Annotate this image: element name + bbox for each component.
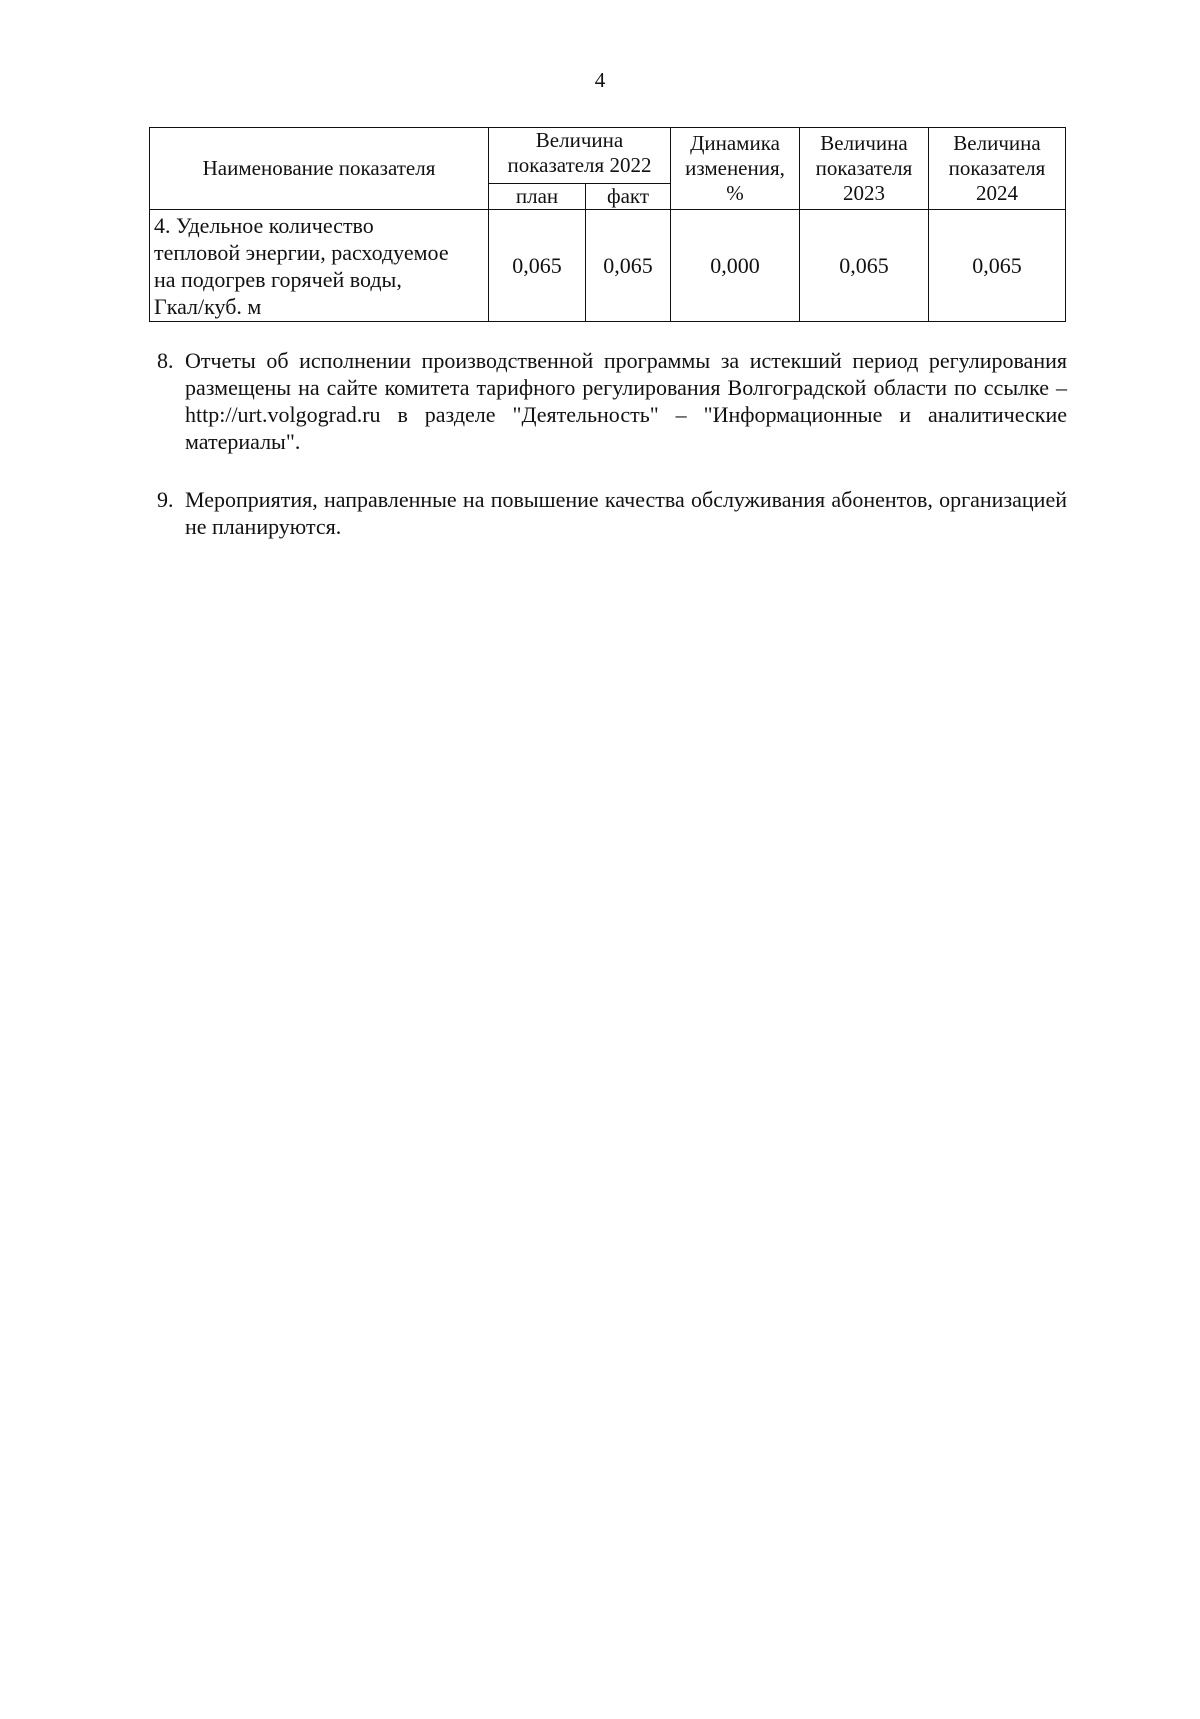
list-item-text: Мероприятия, направленные на повышение качества обслуживания абонентов, организацией не планируются. bbox=[185, 487, 1067, 539]
header-value-2022: Величина показателя 2022 bbox=[489, 128, 671, 184]
header-value-2023: Величина показателя 2023 bbox=[800, 128, 929, 210]
cell-plan: 0,065 bbox=[489, 210, 586, 322]
header-indicator-name: Наименование показателя bbox=[150, 128, 489, 210]
list-item-marker: 9. bbox=[157, 487, 174, 512]
indicators-table bbox=[149, 127, 1066, 322]
header-fact: факт bbox=[586, 184, 671, 210]
cell-fact: 0,065 bbox=[586, 210, 671, 322]
cell-dynamics: 0,000 bbox=[671, 210, 800, 322]
list-item bbox=[157, 347, 1067, 455]
list-item-marker: 8. bbox=[157, 348, 174, 373]
list-item-text: Отчеты об исполнении производственной программы за истекший период регулирования размещены на сайте комитета тарифного регулирования Волгоградской области по ссылке – http://urt.volgograd.ru в разделе "Деятельность" – "Информационные и аналитические материалы". bbox=[185, 348, 1067, 454]
list-item bbox=[157, 486, 1067, 540]
cell-value-2024: 0,065 bbox=[929, 210, 1066, 322]
table-row bbox=[150, 210, 1066, 322]
cell-value-2023: 0,065 bbox=[800, 210, 929, 322]
row-indicator-name: 4. Удельное количество тепловой энергии, расходуемое на подогрев горячей воды, Гкал/куб. м bbox=[150, 210, 489, 322]
header-plan: план bbox=[489, 184, 586, 210]
header-value-2024: Величина показателя 2024 bbox=[929, 128, 1066, 210]
page-number: 4 bbox=[594, 68, 606, 92]
table-header-row bbox=[150, 128, 1066, 184]
header-dynamics: Динамика изменения, % bbox=[671, 128, 800, 210]
